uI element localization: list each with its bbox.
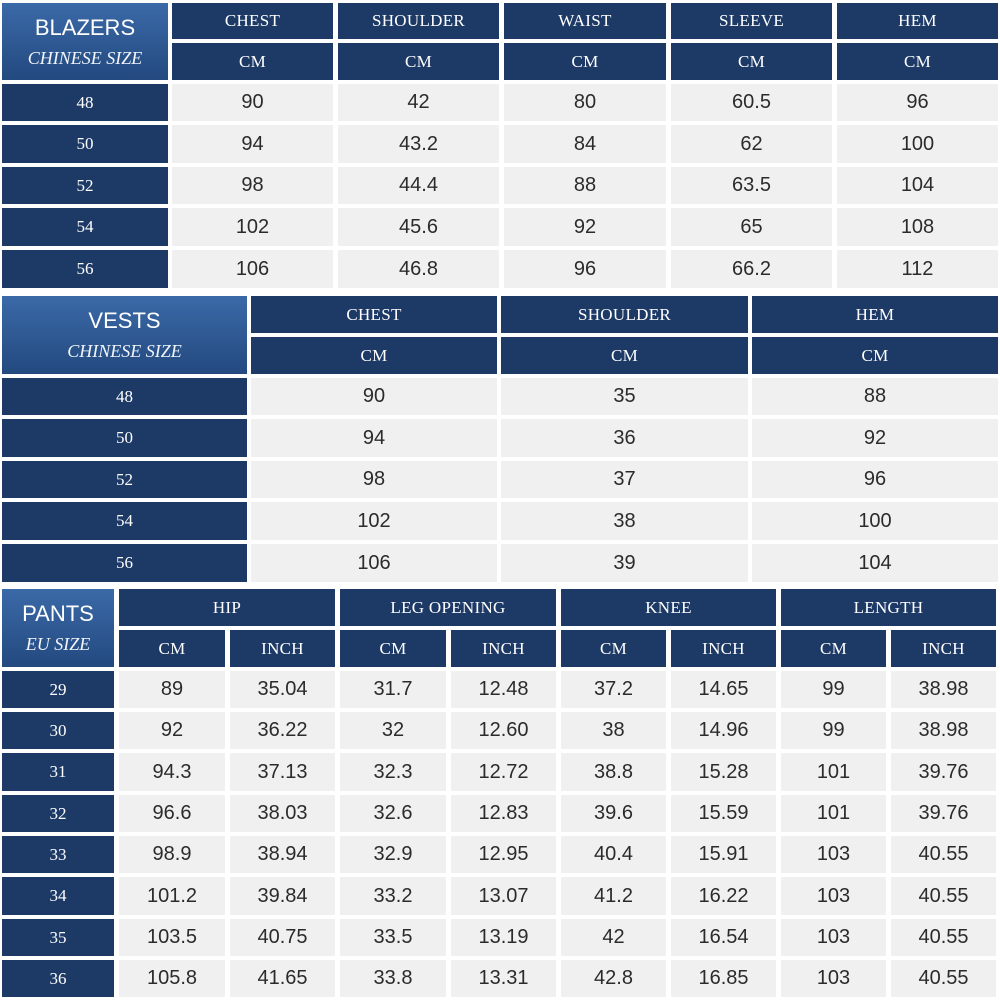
- column-header: HEM: [752, 296, 998, 333]
- table-cell: 92: [504, 208, 666, 246]
- table-cell: 41.65: [230, 960, 335, 997]
- unit-header: CM: [119, 630, 225, 667]
- table-cell: 38.03: [230, 795, 335, 832]
- table-cell: 38: [501, 502, 748, 540]
- vests-title-block: [2, 296, 247, 374]
- table-cell: 36: [501, 419, 748, 457]
- table-cell: 37: [501, 461, 748, 498]
- table-cell: 103: [781, 877, 886, 915]
- table-cell: 37.2: [561, 671, 666, 708]
- table-cell: 96: [752, 461, 998, 498]
- table-cell: 98: [172, 167, 333, 204]
- table-cell: 38.98: [891, 671, 996, 708]
- vests-size-system: CHINESE SIZE: [67, 341, 182, 361]
- unit-header: INCH: [891, 630, 996, 667]
- size-label: 31: [2, 753, 114, 791]
- column-header: WAIST: [504, 3, 666, 39]
- column-group-header: LENGTH: [781, 589, 996, 626]
- table-cell: 105.8: [119, 960, 225, 997]
- table-cell: 32.9: [340, 836, 446, 873]
- table-cell: 33.2: [340, 877, 446, 915]
- table-cell: 99: [781, 712, 886, 749]
- table-cell: 90: [251, 378, 497, 415]
- table-cell: 38.8: [561, 753, 666, 791]
- column-header: HEM: [837, 3, 998, 39]
- size-label: 35: [2, 919, 114, 956]
- unit-header: CM: [501, 337, 748, 374]
- table-cell: 62: [671, 125, 832, 163]
- unit-header: CM: [781, 630, 886, 667]
- unit-header: INCH: [230, 630, 335, 667]
- table-cell: 39: [501, 544, 748, 582]
- unit-header: CM: [338, 43, 499, 80]
- table-cell: 60.5: [671, 84, 832, 121]
- pants-size-system: EU SIZE: [25, 634, 91, 654]
- table-cell: 102: [251, 502, 497, 540]
- table-cell: 108: [837, 208, 998, 246]
- table-cell: 13.31: [451, 960, 556, 997]
- table-cell: 100: [752, 502, 998, 540]
- pants-title: PANTS: [22, 601, 94, 626]
- table-cell: 32: [340, 712, 446, 749]
- table-cell: 101: [781, 753, 886, 791]
- table-cell: 42: [338, 84, 499, 121]
- table-cell: 80: [504, 84, 666, 121]
- table-cell: 35: [501, 378, 748, 415]
- size-label: 56: [2, 250, 168, 288]
- table-cell: 16.54: [671, 919, 776, 956]
- table-cell: 43.2: [338, 125, 499, 163]
- table-cell: 39.6: [561, 795, 666, 832]
- table-cell: 103: [781, 960, 886, 997]
- blazers-title: BLAZERS: [34, 14, 136, 40]
- size-label: 48: [2, 84, 168, 121]
- column-header: CHEST: [172, 3, 333, 39]
- size-label: 50: [2, 125, 168, 163]
- table-cell: 36.22: [230, 712, 335, 749]
- table-cell: 33.8: [340, 960, 446, 997]
- table-cell: 32.6: [340, 795, 446, 832]
- table-cell: 12.95: [451, 836, 556, 873]
- table-cell: 41.2: [561, 877, 666, 915]
- table-cell: 42: [561, 919, 666, 956]
- size-label: 54: [2, 502, 247, 540]
- table-cell: 88: [752, 378, 998, 415]
- table-cell: 92: [752, 419, 998, 457]
- table-cell: 15.91: [671, 836, 776, 873]
- unit-header: INCH: [671, 630, 776, 667]
- table-cell: 16.85: [671, 960, 776, 997]
- table-cell: 46.8: [338, 250, 499, 288]
- vests-title: VESTS: [88, 308, 161, 333]
- table-cell: 104: [752, 544, 998, 582]
- column-group-header: HIP: [119, 589, 335, 626]
- unit-header: CM: [752, 337, 998, 374]
- table-cell: 12.48: [451, 671, 556, 708]
- table-cell: 12.72: [451, 753, 556, 791]
- table-cell: 66.2: [671, 250, 832, 288]
- size-label: 33: [2, 836, 114, 873]
- unit-header: CM: [671, 43, 832, 80]
- unit-header: CM: [504, 43, 666, 80]
- size-label: 32: [2, 795, 114, 832]
- table-cell: 88: [504, 167, 666, 204]
- table-cell: 101.2: [119, 877, 225, 915]
- size-label: 48: [2, 378, 247, 415]
- blazers-title-block: [2, 3, 168, 80]
- pants-title-block: [2, 589, 114, 667]
- table-cell: 12.60: [451, 712, 556, 749]
- size-label: 54: [2, 208, 168, 246]
- table-cell: 40.55: [891, 960, 996, 997]
- table-cell: 38: [561, 712, 666, 749]
- table-cell: 84: [504, 125, 666, 163]
- table-cell: 101: [781, 795, 886, 832]
- column-group-header: KNEE: [561, 589, 776, 626]
- size-label: 52: [2, 167, 168, 204]
- table-cell: 94: [251, 419, 497, 457]
- table-cell: 39.76: [891, 795, 996, 832]
- table-cell: 90: [172, 84, 333, 121]
- table-cell: 40.55: [891, 877, 996, 915]
- table-cell: 94.3: [119, 753, 225, 791]
- table-cell: 42.8: [561, 960, 666, 997]
- table-cell: 98.9: [119, 836, 225, 873]
- size-label: 52: [2, 461, 247, 498]
- table-cell: 103: [781, 836, 886, 873]
- size-label: 30: [2, 712, 114, 749]
- unit-header: INCH: [451, 630, 556, 667]
- size-label: 29: [2, 671, 114, 708]
- size-label: 50: [2, 419, 247, 457]
- column-header: CHEST: [251, 296, 497, 333]
- column-header: SHOULDER: [501, 296, 748, 333]
- table-cell: 15.59: [671, 795, 776, 832]
- table-cell: 38.94: [230, 836, 335, 873]
- table-cell: 65: [671, 208, 832, 246]
- table-cell: 106: [172, 250, 333, 288]
- table-cell: 103: [781, 919, 886, 956]
- table-cell: 94: [172, 125, 333, 163]
- table-cell: 31.7: [340, 671, 446, 708]
- unit-header: CM: [251, 337, 497, 374]
- size-label: 56: [2, 544, 247, 582]
- unit-header: CM: [561, 630, 666, 667]
- table-cell: 14.96: [671, 712, 776, 749]
- table-cell: 89: [119, 671, 225, 708]
- table-cell: 96: [837, 84, 998, 121]
- table-cell: 39.84: [230, 877, 335, 915]
- column-group-header: LEG OPENING: [340, 589, 556, 626]
- table-cell: 100: [837, 125, 998, 163]
- table-cell: 106: [251, 544, 497, 582]
- table-cell: 33.5: [340, 919, 446, 956]
- table-cell: 15.28: [671, 753, 776, 791]
- column-header: SLEEVE: [671, 3, 832, 39]
- table-cell: 102: [172, 208, 333, 246]
- table-cell: 96: [504, 250, 666, 288]
- table-cell: 13.07: [451, 877, 556, 915]
- table-cell: 99: [781, 671, 886, 708]
- table-cell: 16.22: [671, 877, 776, 915]
- unit-header: CM: [172, 43, 333, 80]
- table-cell: 13.19: [451, 919, 556, 956]
- table-cell: 63.5: [671, 167, 832, 204]
- table-cell: 40.55: [891, 919, 996, 956]
- size-label: 34: [2, 877, 114, 915]
- table-cell: 103.5: [119, 919, 225, 956]
- unit-header: CM: [837, 43, 998, 80]
- table-cell: 39.76: [891, 753, 996, 791]
- table-cell: 96.6: [119, 795, 225, 832]
- table-cell: 12.83: [451, 795, 556, 832]
- table-cell: 32.3: [340, 753, 446, 791]
- table-cell: 112: [837, 250, 998, 288]
- column-header: SHOULDER: [338, 3, 499, 39]
- table-cell: 40.55: [891, 836, 996, 873]
- table-cell: 104: [837, 167, 998, 204]
- table-cell: 44.4: [338, 167, 499, 204]
- table-cell: 45.6: [338, 208, 499, 246]
- unit-header: CM: [340, 630, 446, 667]
- table-cell: 40.75: [230, 919, 335, 956]
- size-label: 36: [2, 960, 114, 997]
- table-cell: 92: [119, 712, 225, 749]
- table-cell: 37.13: [230, 753, 335, 791]
- table-cell: 40.4: [561, 836, 666, 873]
- table-cell: 14.65: [671, 671, 776, 708]
- blazers-size-system: CHINESE SIZE: [27, 47, 143, 68]
- table-cell: 98: [251, 461, 497, 498]
- table-cell: 35.04: [230, 671, 335, 708]
- table-cell: 38.98: [891, 712, 996, 749]
